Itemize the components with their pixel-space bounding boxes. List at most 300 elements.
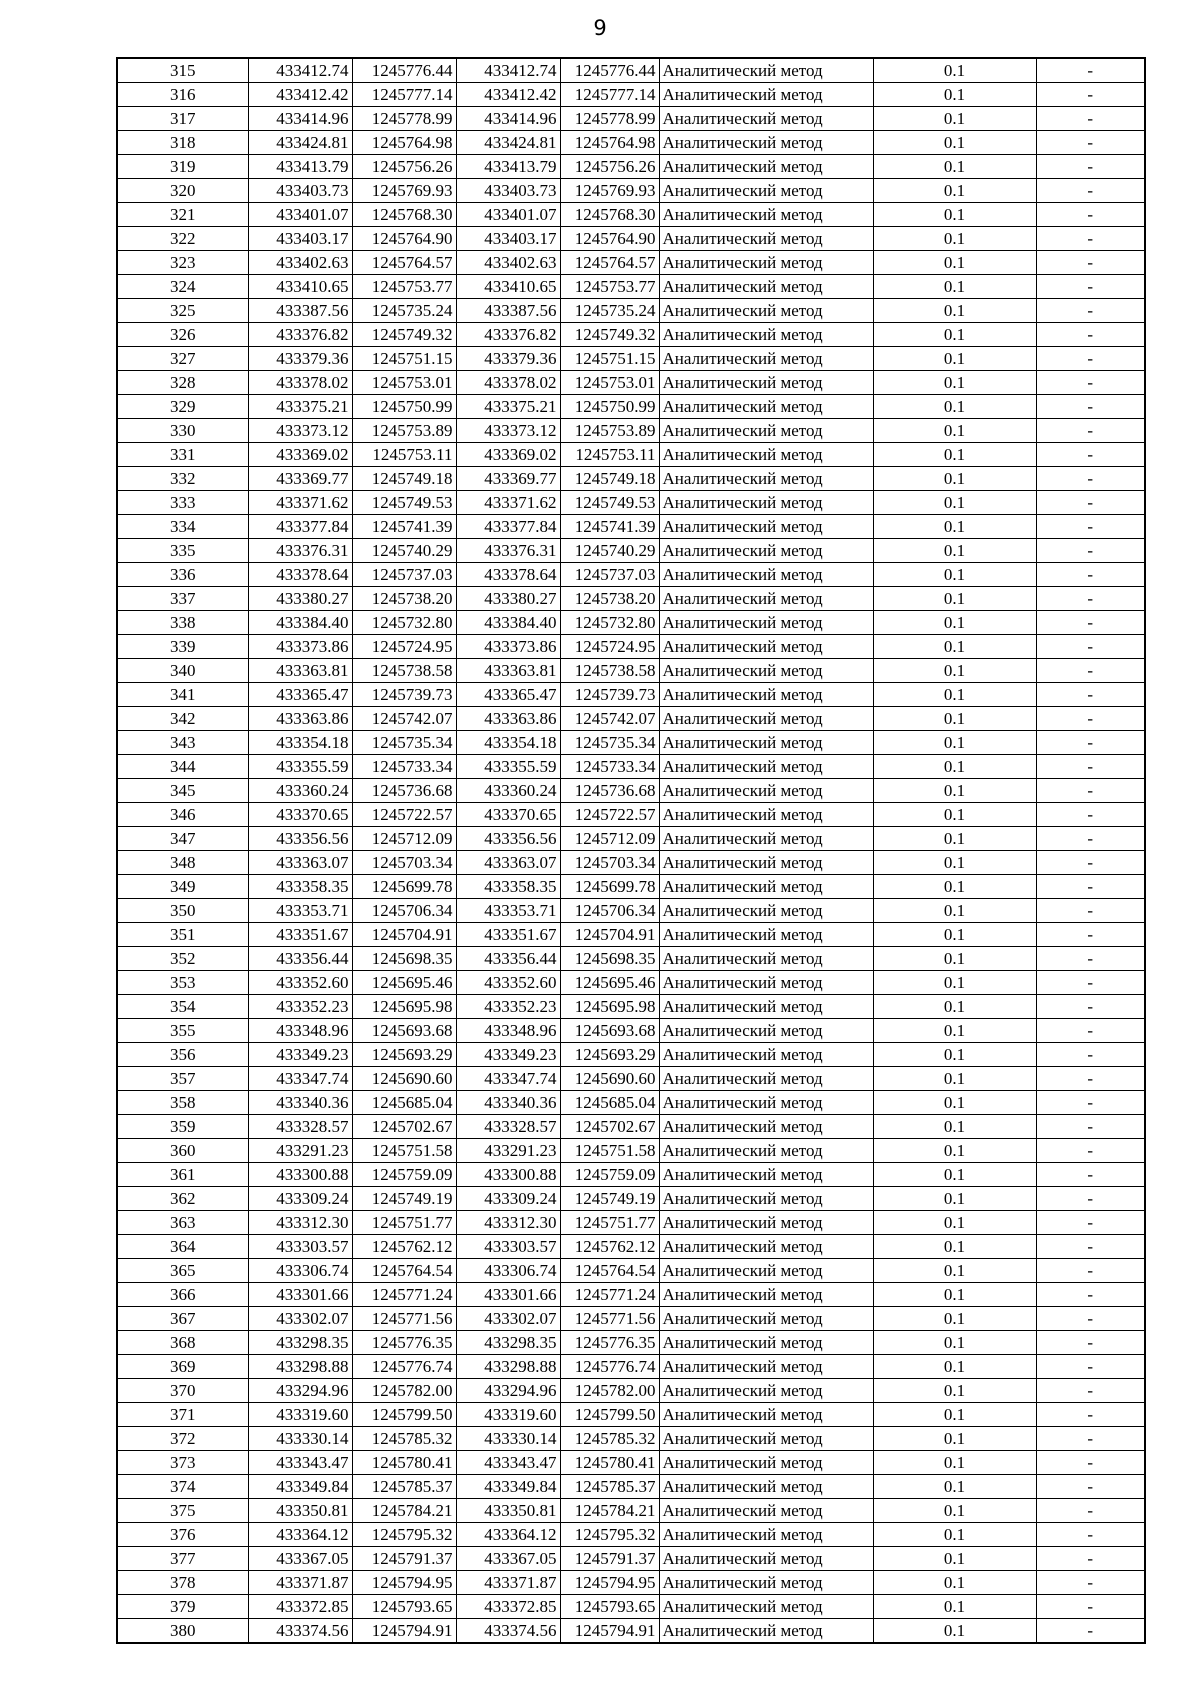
x-existing-cell: 433369.77 (248, 467, 352, 491)
x-existing-cell: 433330.14 (248, 1427, 352, 1451)
table-row (117, 395, 1145, 419)
y-existing-cell: 1245764.90 (352, 227, 456, 251)
point-number-cell: 358 (117, 1091, 248, 1115)
description-cell: - (1036, 1091, 1145, 1115)
x-new-cell: 433424.81 (456, 131, 560, 155)
x-new-cell: 433349.23 (456, 1043, 560, 1067)
accuracy-cell: 0.1 (873, 1475, 1036, 1499)
point-number-cell: 375 (117, 1499, 248, 1523)
method-cell: Аналитический метод (659, 58, 873, 83)
x-new-cell: 433403.17 (456, 227, 560, 251)
method-cell: Аналитический метод (659, 515, 873, 539)
y-existing-cell: 1245706.34 (352, 899, 456, 923)
point-number-cell: 374 (117, 1475, 248, 1499)
y-new-cell: 1245703.34 (560, 851, 659, 875)
x-new-cell: 433298.88 (456, 1355, 560, 1379)
y-existing-cell: 1245753.77 (352, 275, 456, 299)
table-row (117, 1523, 1145, 1547)
y-new-cell: 1245780.41 (560, 1451, 659, 1475)
point-number-cell: 347 (117, 827, 248, 851)
description-cell: - (1036, 1283, 1145, 1307)
y-new-cell: 1245776.35 (560, 1331, 659, 1355)
point-number-cell: 320 (117, 179, 248, 203)
x-new-cell: 433349.84 (456, 1475, 560, 1499)
y-new-cell: 1245724.95 (560, 635, 659, 659)
x-new-cell: 433358.35 (456, 875, 560, 899)
description-cell: - (1036, 179, 1145, 203)
x-new-cell: 433355.59 (456, 755, 560, 779)
description-cell: - (1036, 707, 1145, 731)
table-row (117, 1283, 1145, 1307)
y-existing-cell: 1245735.24 (352, 299, 456, 323)
point-number-cell: 338 (117, 611, 248, 635)
y-new-cell: 1245706.34 (560, 899, 659, 923)
method-cell: Аналитический метод (659, 419, 873, 443)
table-row (117, 1235, 1145, 1259)
description-cell: - (1036, 1475, 1145, 1499)
point-number-cell: 376 (117, 1523, 248, 1547)
y-new-cell: 1245732.80 (560, 611, 659, 635)
description-cell: - (1036, 1307, 1145, 1331)
x-existing-cell: 433376.82 (248, 323, 352, 347)
x-new-cell: 433371.62 (456, 491, 560, 515)
x-existing-cell: 433365.47 (248, 683, 352, 707)
accuracy-cell: 0.1 (873, 1379, 1036, 1403)
accuracy-cell: 0.1 (873, 58, 1036, 83)
table-row (117, 1475, 1145, 1499)
accuracy-cell: 0.1 (873, 1139, 1036, 1163)
x-existing-cell: 433376.31 (248, 539, 352, 563)
point-number-cell: 345 (117, 779, 248, 803)
y-new-cell: 1245749.19 (560, 1187, 659, 1211)
accuracy-cell: 0.1 (873, 227, 1036, 251)
accuracy-cell: 0.1 (873, 299, 1036, 323)
x-new-cell: 433412.42 (456, 83, 560, 107)
y-existing-cell: 1245741.39 (352, 515, 456, 539)
y-new-cell: 1245751.15 (560, 347, 659, 371)
point-number-cell: 357 (117, 1067, 248, 1091)
x-new-cell: 433343.47 (456, 1451, 560, 1475)
x-existing-cell: 433367.05 (248, 1547, 352, 1571)
x-existing-cell: 433412.42 (248, 83, 352, 107)
table-row (117, 779, 1145, 803)
x-new-cell: 433403.73 (456, 179, 560, 203)
y-new-cell: 1245735.34 (560, 731, 659, 755)
y-new-cell: 1245736.68 (560, 779, 659, 803)
x-existing-cell: 433384.40 (248, 611, 352, 635)
y-existing-cell: 1245795.32 (352, 1523, 456, 1547)
table-row (117, 491, 1145, 515)
method-cell: Аналитический метод (659, 707, 873, 731)
table-row (117, 947, 1145, 971)
y-new-cell: 1245785.37 (560, 1475, 659, 1499)
accuracy-cell: 0.1 (873, 1043, 1036, 1067)
accuracy-cell: 0.1 (873, 323, 1036, 347)
x-new-cell: 433298.35 (456, 1331, 560, 1355)
point-number-cell: 332 (117, 467, 248, 491)
y-new-cell: 1245722.57 (560, 803, 659, 827)
description-cell: - (1036, 467, 1145, 491)
x-new-cell: 433353.71 (456, 899, 560, 923)
table-row (117, 587, 1145, 611)
point-number-cell: 335 (117, 539, 248, 563)
y-existing-cell: 1245753.89 (352, 419, 456, 443)
method-cell: Аналитический метод (659, 1475, 873, 1499)
method-cell: Аналитический метод (659, 443, 873, 467)
description-cell: - (1036, 1619, 1145, 1644)
description-cell: - (1036, 635, 1145, 659)
x-new-cell: 433294.96 (456, 1379, 560, 1403)
x-existing-cell: 433303.57 (248, 1235, 352, 1259)
x-new-cell: 433363.07 (456, 851, 560, 875)
point-number-cell: 368 (117, 1331, 248, 1355)
y-new-cell: 1245764.57 (560, 251, 659, 275)
method-cell: Аналитический метод (659, 779, 873, 803)
method-cell: Аналитический метод (659, 1139, 873, 1163)
x-new-cell: 433302.07 (456, 1307, 560, 1331)
description-cell: - (1036, 1331, 1145, 1355)
x-new-cell: 433378.64 (456, 563, 560, 587)
point-number-cell: 341 (117, 683, 248, 707)
y-new-cell: 1245776.44 (560, 58, 659, 83)
point-number-cell: 321 (117, 203, 248, 227)
method-cell: Аналитический метод (659, 755, 873, 779)
y-existing-cell: 1245764.54 (352, 1259, 456, 1283)
y-existing-cell: 1245738.58 (352, 659, 456, 683)
table-row (117, 1379, 1145, 1403)
x-existing-cell: 433298.35 (248, 1331, 352, 1355)
accuracy-cell: 0.1 (873, 1283, 1036, 1307)
x-new-cell: 433348.96 (456, 1019, 560, 1043)
y-new-cell: 1245739.73 (560, 683, 659, 707)
point-number-cell: 367 (117, 1307, 248, 1331)
accuracy-cell: 0.1 (873, 1187, 1036, 1211)
accuracy-cell: 0.1 (873, 107, 1036, 131)
x-new-cell: 433401.07 (456, 203, 560, 227)
accuracy-cell: 0.1 (873, 683, 1036, 707)
table-row (117, 1571, 1145, 1595)
table-row (117, 611, 1145, 635)
accuracy-cell: 0.1 (873, 1403, 1036, 1427)
method-cell: Аналитический метод (659, 563, 873, 587)
point-number-cell: 361 (117, 1163, 248, 1187)
x-existing-cell: 433340.36 (248, 1091, 352, 1115)
method-cell: Аналитический метод (659, 899, 873, 923)
description-cell: - (1036, 203, 1145, 227)
y-existing-cell: 1245690.60 (352, 1067, 456, 1091)
y-new-cell: 1245759.09 (560, 1163, 659, 1187)
description-cell: - (1036, 443, 1145, 467)
x-existing-cell: 433401.07 (248, 203, 352, 227)
x-existing-cell: 433354.18 (248, 731, 352, 755)
y-new-cell: 1245712.09 (560, 827, 659, 851)
x-new-cell: 433371.87 (456, 1571, 560, 1595)
y-new-cell: 1245735.24 (560, 299, 659, 323)
description-cell: - (1036, 131, 1145, 155)
y-existing-cell: 1245738.20 (352, 587, 456, 611)
table-row (117, 707, 1145, 731)
method-cell: Аналитический метод (659, 1067, 873, 1091)
description-cell: - (1036, 1547, 1145, 1571)
description-cell: - (1036, 1043, 1145, 1067)
x-new-cell: 433410.65 (456, 275, 560, 299)
method-cell: Аналитический метод (659, 1091, 873, 1115)
description-cell: - (1036, 683, 1145, 707)
accuracy-cell: 0.1 (873, 995, 1036, 1019)
y-new-cell: 1245764.90 (560, 227, 659, 251)
y-existing-cell: 1245702.67 (352, 1115, 456, 1139)
description-cell: - (1036, 1067, 1145, 1091)
y-existing-cell: 1245771.24 (352, 1283, 456, 1307)
method-cell: Аналитический метод (659, 1283, 873, 1307)
x-existing-cell: 433349.84 (248, 1475, 352, 1499)
point-number-cell: 370 (117, 1379, 248, 1403)
method-cell: Аналитический метод (659, 1571, 873, 1595)
y-new-cell: 1245740.29 (560, 539, 659, 563)
method-cell: Аналитический метод (659, 323, 873, 347)
x-new-cell: 433312.30 (456, 1211, 560, 1235)
accuracy-cell: 0.1 (873, 827, 1036, 851)
x-new-cell: 433365.47 (456, 683, 560, 707)
accuracy-cell: 0.1 (873, 947, 1036, 971)
x-new-cell: 433340.36 (456, 1091, 560, 1115)
y-new-cell: 1245777.14 (560, 83, 659, 107)
x-new-cell: 433379.36 (456, 347, 560, 371)
y-existing-cell: 1245735.34 (352, 731, 456, 755)
x-existing-cell: 433377.84 (248, 515, 352, 539)
description-cell: - (1036, 947, 1145, 971)
point-number-cell: 346 (117, 803, 248, 827)
x-existing-cell: 433363.81 (248, 659, 352, 683)
accuracy-cell: 0.1 (873, 251, 1036, 275)
method-cell: Аналитический метод (659, 107, 873, 131)
point-number-cell: 364 (117, 1235, 248, 1259)
x-new-cell: 433354.18 (456, 731, 560, 755)
method-cell: Аналитический метод (659, 539, 873, 563)
y-existing-cell: 1245724.95 (352, 635, 456, 659)
method-cell: Аналитический метод (659, 203, 873, 227)
x-new-cell: 433375.21 (456, 395, 560, 419)
y-new-cell: 1245695.98 (560, 995, 659, 1019)
method-cell: Аналитический метод (659, 1403, 873, 1427)
y-existing-cell: 1245785.37 (352, 1475, 456, 1499)
method-cell: Аналитический метод (659, 1187, 873, 1211)
y-new-cell: 1245698.35 (560, 947, 659, 971)
x-existing-cell: 433363.07 (248, 851, 352, 875)
y-new-cell: 1245749.53 (560, 491, 659, 515)
point-number-cell: 315 (117, 58, 248, 83)
description-cell: - (1036, 875, 1145, 899)
accuracy-cell: 0.1 (873, 467, 1036, 491)
x-existing-cell: 433294.96 (248, 1379, 352, 1403)
y-new-cell: 1245749.32 (560, 323, 659, 347)
accuracy-cell: 0.1 (873, 923, 1036, 947)
table-row (117, 275, 1145, 299)
method-cell: Аналитический метод (659, 731, 873, 755)
y-existing-cell: 1245698.35 (352, 947, 456, 971)
description-cell: - (1036, 1211, 1145, 1235)
method-cell: Аналитический метод (659, 995, 873, 1019)
x-new-cell: 433363.81 (456, 659, 560, 683)
table-row (117, 251, 1145, 275)
point-number-cell: 354 (117, 995, 248, 1019)
table-row (117, 347, 1145, 371)
x-new-cell: 433356.56 (456, 827, 560, 851)
x-new-cell: 433303.57 (456, 1235, 560, 1259)
accuracy-cell: 0.1 (873, 611, 1036, 635)
description-cell: - (1036, 227, 1145, 251)
y-existing-cell: 1245733.34 (352, 755, 456, 779)
accuracy-cell: 0.1 (873, 899, 1036, 923)
y-new-cell: 1245738.20 (560, 587, 659, 611)
x-existing-cell: 433370.65 (248, 803, 352, 827)
y-new-cell: 1245795.32 (560, 1523, 659, 1547)
accuracy-cell: 0.1 (873, 1307, 1036, 1331)
x-existing-cell: 433358.35 (248, 875, 352, 899)
method-cell: Аналитический метод (659, 1523, 873, 1547)
table-row (117, 659, 1145, 683)
table-row (117, 1043, 1145, 1067)
point-number-cell: 348 (117, 851, 248, 875)
accuracy-cell: 0.1 (873, 83, 1036, 107)
table-row (117, 1259, 1145, 1283)
method-cell: Аналитический метод (659, 851, 873, 875)
x-new-cell: 433414.96 (456, 107, 560, 131)
method-cell: Аналитический метод (659, 1235, 873, 1259)
table-row (117, 323, 1145, 347)
x-existing-cell: 433379.36 (248, 347, 352, 371)
accuracy-cell: 0.1 (873, 131, 1036, 155)
table-row (117, 371, 1145, 395)
accuracy-cell: 0.1 (873, 539, 1036, 563)
y-existing-cell: 1245742.07 (352, 707, 456, 731)
table-row (117, 515, 1145, 539)
table-row (117, 1499, 1145, 1523)
accuracy-cell: 0.1 (873, 1499, 1036, 1523)
method-cell: Аналитический метод (659, 1355, 873, 1379)
method-cell: Аналитический метод (659, 1379, 873, 1403)
method-cell: Аналитический метод (659, 659, 873, 683)
y-new-cell: 1245768.30 (560, 203, 659, 227)
point-number-cell: 363 (117, 1211, 248, 1235)
point-number-cell: 327 (117, 347, 248, 371)
table-row (117, 1427, 1145, 1451)
accuracy-cell: 0.1 (873, 1595, 1036, 1619)
description-cell: - (1036, 731, 1145, 755)
y-new-cell: 1245778.99 (560, 107, 659, 131)
accuracy-cell: 0.1 (873, 443, 1036, 467)
accuracy-cell: 0.1 (873, 731, 1036, 755)
table-row (117, 851, 1145, 875)
y-existing-cell: 1245749.18 (352, 467, 456, 491)
y-new-cell: 1245750.99 (560, 395, 659, 419)
y-new-cell: 1245737.03 (560, 563, 659, 587)
accuracy-cell: 0.1 (873, 971, 1036, 995)
accuracy-cell: 0.1 (873, 371, 1036, 395)
point-number-cell: 342 (117, 707, 248, 731)
y-new-cell: 1245753.77 (560, 275, 659, 299)
description-cell: - (1036, 491, 1145, 515)
y-new-cell: 1245794.91 (560, 1619, 659, 1644)
y-existing-cell: 1245739.73 (352, 683, 456, 707)
x-existing-cell: 433291.23 (248, 1139, 352, 1163)
table-row (117, 155, 1145, 179)
x-new-cell: 433367.05 (456, 1547, 560, 1571)
x-existing-cell: 433319.60 (248, 1403, 352, 1427)
x-new-cell: 433378.02 (456, 371, 560, 395)
table-row (117, 443, 1145, 467)
point-number-cell: 366 (117, 1283, 248, 1307)
x-new-cell: 433306.74 (456, 1259, 560, 1283)
x-new-cell: 433291.23 (456, 1139, 560, 1163)
point-number-cell: 362 (117, 1187, 248, 1211)
method-cell: Аналитический метод (659, 947, 873, 971)
y-existing-cell: 1245764.98 (352, 131, 456, 155)
point-number-cell: 334 (117, 515, 248, 539)
table-row (117, 299, 1145, 323)
y-new-cell: 1245751.77 (560, 1211, 659, 1235)
table-row (117, 563, 1145, 587)
x-new-cell: 433364.12 (456, 1523, 560, 1547)
x-existing-cell: 433424.81 (248, 131, 352, 155)
description-cell: - (1036, 1259, 1145, 1283)
description-cell: - (1036, 1523, 1145, 1547)
method-cell: Аналитический метод (659, 923, 873, 947)
x-existing-cell: 433352.60 (248, 971, 352, 995)
y-existing-cell: 1245782.00 (352, 1379, 456, 1403)
y-new-cell: 1245764.54 (560, 1259, 659, 1283)
description-cell: - (1036, 58, 1145, 83)
x-existing-cell: 433306.74 (248, 1259, 352, 1283)
accuracy-cell: 0.1 (873, 1067, 1036, 1091)
method-cell: Аналитический метод (659, 371, 873, 395)
y-new-cell: 1245690.60 (560, 1067, 659, 1091)
method-cell: Аналитический метод (659, 827, 873, 851)
y-existing-cell: 1245769.93 (352, 179, 456, 203)
y-new-cell: 1245762.12 (560, 1235, 659, 1259)
y-existing-cell: 1245771.56 (352, 1307, 456, 1331)
x-existing-cell: 433328.57 (248, 1115, 352, 1139)
method-cell: Аналитический метод (659, 803, 873, 827)
y-existing-cell: 1245776.44 (352, 58, 456, 83)
accuracy-cell: 0.1 (873, 779, 1036, 803)
x-existing-cell: 433352.23 (248, 995, 352, 1019)
table-row (117, 923, 1145, 947)
table-row (117, 107, 1145, 131)
x-existing-cell: 433309.24 (248, 1187, 352, 1211)
y-existing-cell: 1245785.32 (352, 1427, 456, 1451)
table-row (117, 419, 1145, 443)
description-cell: - (1036, 923, 1145, 947)
description-cell: - (1036, 1451, 1145, 1475)
method-cell: Аналитический метод (659, 1427, 873, 1451)
point-number-cell: 377 (117, 1547, 248, 1571)
point-number-cell: 360 (117, 1139, 248, 1163)
accuracy-cell: 0.1 (873, 1331, 1036, 1355)
point-number-cell: 349 (117, 875, 248, 899)
y-new-cell: 1245751.58 (560, 1139, 659, 1163)
y-existing-cell: 1245750.99 (352, 395, 456, 419)
table-row (117, 1619, 1145, 1644)
table-row (117, 131, 1145, 155)
x-new-cell: 433413.79 (456, 155, 560, 179)
method-cell: Аналитический метод (659, 875, 873, 899)
x-new-cell: 433352.23 (456, 995, 560, 1019)
y-new-cell: 1245764.98 (560, 131, 659, 155)
x-existing-cell: 433348.96 (248, 1019, 352, 1043)
y-existing-cell: 1245753.01 (352, 371, 456, 395)
point-number-cell: 380 (117, 1619, 248, 1644)
